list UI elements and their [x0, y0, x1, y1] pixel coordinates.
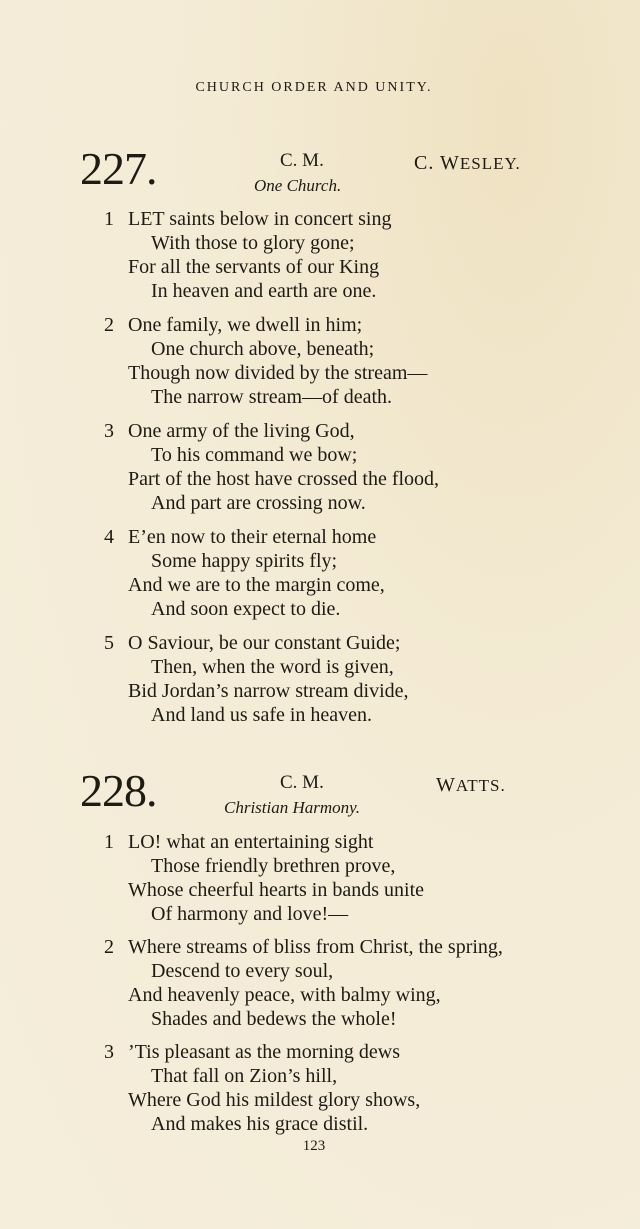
verse-line: And makes his grace distil. [151, 1113, 369, 1135]
verse-line: And heavenly peace, with balmy wing, [128, 984, 441, 1006]
verse-number: 3 [104, 1041, 114, 1063]
running-head: CHURCH ORDER AND UNITY. [195, 80, 433, 95]
page-number: 123 [302, 1138, 326, 1154]
verse-line: One church above, beneath; [151, 338, 375, 360]
verse-line: Then, when the word is given, [151, 656, 394, 678]
verse-line: With those to glory gone; [151, 232, 355, 254]
verse-line: One army of the living God, [128, 420, 355, 442]
verse-line: Of harmony and love!— [151, 903, 349, 925]
verse-line: Though now divided by the stream— [128, 362, 428, 384]
verse-line: Part of the host have crossed the flood, [128, 468, 440, 490]
verse-line: One family, we dwell in him; [128, 314, 363, 336]
verse-number: 2 [104, 936, 114, 958]
verse-line: LO! what an entertaining sight [128, 831, 374, 853]
verse-line: And soon expect to die. [151, 598, 341, 620]
verse-line: Where streams of bliss from Christ, the spring, [128, 936, 503, 958]
hymn-number: 228. [80, 765, 157, 816]
verse-line: And we are to the margin come, [128, 574, 385, 596]
verse-line: Some happy spirits fly; [151, 550, 338, 572]
verse-line: That fall on Zion’s hill, [151, 1065, 338, 1087]
verse-number: 1 [104, 208, 114, 230]
verse-line: To his command we bow; [151, 444, 358, 466]
hymn-number: 227. [80, 143, 157, 194]
verse-line: Those friendly brethren prove, [151, 855, 396, 877]
hymn-subtitle: One Church. [254, 176, 342, 195]
hymn-meter: C. M. [280, 150, 324, 171]
verse-line: ’Tis pleasant as the morning dews [128, 1041, 401, 1063]
verse-number: 3 [104, 420, 114, 442]
hymn-subtitle: Christian Harmony. [224, 798, 361, 817]
author-rest: ATTS. [455, 776, 506, 795]
verse-line: Shades and bedews the whole! [151, 1008, 397, 1030]
hymn-author [414, 152, 521, 175]
verse-line: Whose cheerful hearts in bands unite [128, 879, 425, 901]
verse-line: The narrow stream—of death. [151, 386, 393, 408]
verse-line: In heaven and earth are one. [151, 280, 377, 302]
verse-line: Descend to every soul, [151, 960, 334, 982]
verse-line: For all the servants of our King [128, 256, 380, 278]
author-initial: C. W [414, 152, 460, 174]
hymn-author [436, 774, 506, 797]
verse-line: O Saviour, be our constant Guide; [128, 632, 401, 654]
verse-line: Where God his mildest glory shows, [128, 1089, 421, 1111]
verse-line: E’en now to their eternal home [128, 526, 377, 548]
verse-line: LET saints below in concert sing [128, 208, 392, 230]
verse-number: 2 [104, 314, 114, 336]
verse-number: 1 [104, 831, 114, 853]
verse-line: Bid Jordan’s narrow stream divide, [128, 680, 409, 702]
author-initial: W [436, 774, 456, 796]
verse-number: 4 [104, 526, 114, 548]
verse-line: And land us safe in heaven. [151, 704, 373, 726]
verse-line: And part are crossing now. [151, 492, 366, 514]
verse-number: 5 [104, 632, 114, 654]
hymn-meter: C. M. [280, 772, 324, 793]
author-rest: ESLEY. [459, 154, 521, 173]
